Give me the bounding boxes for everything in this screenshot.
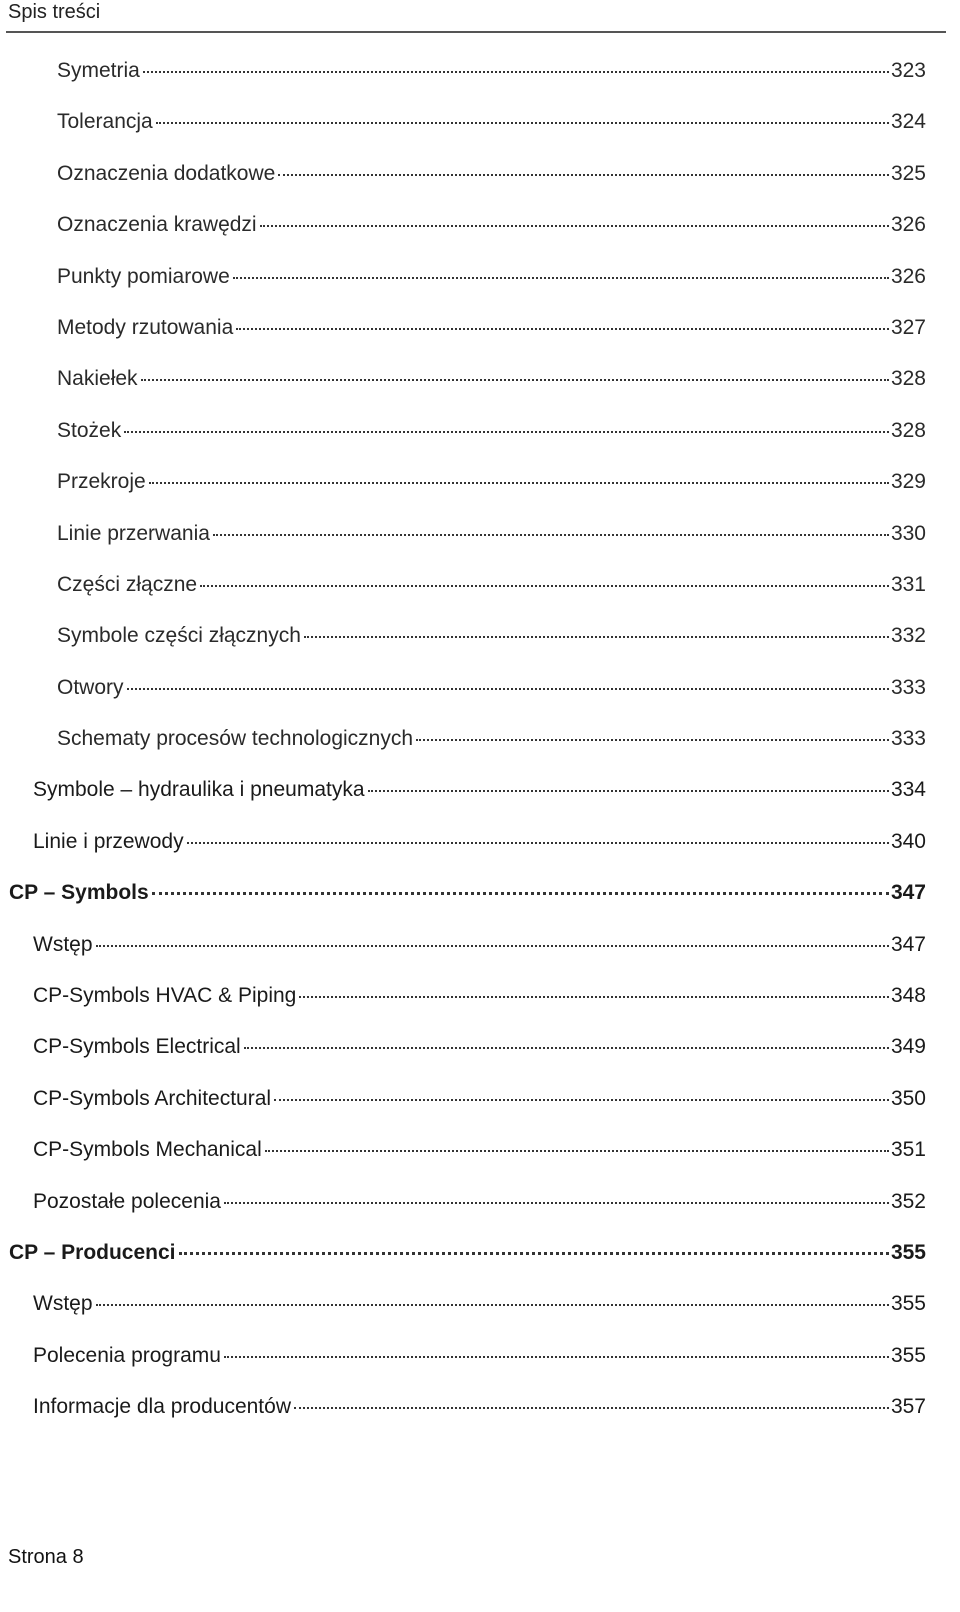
- toc-entry[interactable]: [0, 418, 960, 469]
- toc-entry-title: Pozostałe polecenia: [33, 1189, 221, 1213]
- toc-entry-row: [0, 418, 960, 444]
- toc-entry[interactable]: [0, 212, 960, 263]
- toc-entry-row: [0, 726, 960, 752]
- toc-entry-title: CP-Symbols Architectural: [33, 1086, 272, 1110]
- toc-entry-row: [0, 1240, 960, 1266]
- toc-entry-page-number: 355: [890, 1292, 926, 1316]
- dot-leader: [149, 482, 889, 484]
- toc-entry-row: [0, 1034, 960, 1060]
- dot-leader: [278, 174, 889, 176]
- dot-leader: [213, 534, 889, 536]
- toc-entry-title: Nakiełek: [57, 367, 138, 391]
- toc-entry-title: CP – Symbols: [9, 881, 149, 905]
- dot-leader: [96, 1304, 889, 1306]
- toc-entry[interactable]: [0, 1394, 960, 1445]
- toc-entry[interactable]: [0, 1291, 960, 1342]
- toc-entry-row: [0, 1137, 960, 1163]
- dot-leader: [224, 1202, 889, 1204]
- toc-heading: Spis treści: [8, 1, 101, 23]
- toc-entry-page-number: 352: [890, 1189, 926, 1213]
- toc-entry[interactable]: [0, 1086, 960, 1137]
- toc-entry-page-number: 349: [890, 1035, 926, 1059]
- toc-entry-row: [0, 983, 960, 1009]
- toc-entry-page-number: 340: [890, 829, 926, 853]
- toc-entry[interactable]: [0, 469, 960, 520]
- dot-leader: [260, 225, 889, 227]
- toc-entry-page-number: 333: [890, 727, 926, 751]
- toc-entry[interactable]: [0, 675, 960, 726]
- toc-entry[interactable]: [0, 1034, 960, 1085]
- toc-entry-page-number: 357: [890, 1395, 926, 1419]
- toc-entry-title: Linie i przewody: [33, 829, 184, 853]
- toc-entry-row: [0, 366, 960, 392]
- toc-entry-title: CP-Symbols Electrical: [33, 1035, 241, 1059]
- toc-entry[interactable]: [0, 109, 960, 160]
- dot-leader: [96, 945, 889, 947]
- toc-entry-page-number: 326: [890, 264, 926, 288]
- toc-entry[interactable]: [0, 58, 960, 109]
- dot-leader: [200, 585, 889, 587]
- toc-entry-title: Przekroje: [57, 470, 146, 494]
- page-number-footer: Strona 8: [8, 1546, 84, 1568]
- toc-entry-page-number: 347: [890, 932, 926, 956]
- dot-leader: [224, 1356, 889, 1358]
- toc-entry-row: [0, 932, 960, 958]
- toc-entry-title: Tolerancja: [57, 110, 153, 134]
- toc-entry-title: Wstęp: [33, 1292, 93, 1316]
- toc-entry[interactable]: [0, 726, 960, 777]
- dot-leader: [265, 1150, 889, 1152]
- toc-entry[interactable]: [0, 1343, 960, 1394]
- dot-leader: [233, 277, 889, 279]
- toc-entry-row: [0, 521, 960, 547]
- toc-entry-row: [0, 675, 960, 701]
- toc-entry-title: CP-Symbols HVAC & Piping: [33, 984, 297, 1008]
- toc-entry-title: Symbole – hydraulika i pneumatyka: [33, 778, 365, 802]
- toc-entry-row: [0, 109, 960, 135]
- toc-entry-page-number: 350: [890, 1086, 926, 1110]
- toc-entry-page-number: 323: [890, 59, 926, 82]
- toc-entry[interactable]: [0, 572, 960, 623]
- toc-entry-page-number: 347: [890, 881, 926, 905]
- toc-entry-row: [0, 829, 960, 855]
- toc-entry-title: Oznaczenia krawędzi: [57, 213, 257, 237]
- toc-entry-page-number: 324: [890, 110, 926, 134]
- toc-entry-title: Metody rzutowania: [57, 315, 234, 339]
- toc-entry-page-number: 355: [890, 1343, 926, 1367]
- toc-entry-row: [0, 58, 960, 84]
- toc-entry-row: [0, 161, 960, 187]
- toc-entry-page-number: 329: [890, 470, 926, 494]
- dot-leader: [143, 71, 889, 73]
- toc-entry[interactable]: [0, 315, 960, 366]
- dot-leader: [416, 739, 889, 741]
- toc-entry[interactable]: [0, 1189, 960, 1240]
- toc-entry[interactable]: [0, 521, 960, 572]
- toc-entry-title: Stożek: [57, 418, 122, 442]
- toc-entry-title: CP-Symbols Mechanical: [33, 1138, 262, 1162]
- toc-entry[interactable]: [0, 880, 960, 931]
- toc-entry-row: [0, 264, 960, 290]
- dot-leader: [156, 122, 889, 124]
- toc-entry-page-number: 326: [890, 213, 926, 237]
- toc-entry-page-number: 325: [890, 161, 926, 185]
- dot-leader: [368, 790, 889, 792]
- toc-entry-page-number: 334: [890, 778, 926, 802]
- toc-entry-title: Polecenia programu: [33, 1343, 221, 1367]
- dot-leader: [152, 892, 889, 895]
- dot-leader: [179, 1252, 889, 1255]
- toc-entry-title: Symbole części złącznych: [57, 624, 301, 648]
- toc-entry-row: [0, 1394, 960, 1420]
- toc-entry-row: [0, 1343, 960, 1369]
- toc-entry-title: Części złączne: [57, 572, 198, 596]
- dot-leader: [294, 1407, 889, 1409]
- toc-entry[interactable]: [0, 264, 960, 315]
- toc-entry-page-number: 332: [890, 624, 926, 648]
- toc-entry-page-number: 328: [890, 367, 926, 391]
- toc-entry-page-number: 331: [890, 572, 926, 596]
- table-of-contents: [0, 58, 960, 1446]
- toc-entry-title: Informacje dla producentów: [33, 1395, 291, 1419]
- toc-entry-row: [0, 1189, 960, 1215]
- toc-entry[interactable]: [0, 983, 960, 1034]
- toc-entry-page-number: 351: [890, 1138, 926, 1162]
- toc-entry[interactable]: [0, 777, 960, 828]
- toc-entry-title: Punkty pomiarowe: [57, 264, 230, 288]
- toc-entry-row: [0, 880, 960, 906]
- dot-leader: [304, 636, 889, 638]
- dot-leader: [141, 379, 889, 381]
- toc-entry-title: Oznaczenia dodatkowe: [57, 161, 276, 185]
- dot-leader: [187, 842, 889, 844]
- toc-entry-title: Wstęp: [33, 932, 93, 956]
- dot-leader: [127, 688, 889, 690]
- toc-entry-title: Schematy procesów technologicznych: [57, 727, 414, 751]
- toc-entry-title: Linie przerwania: [57, 521, 210, 545]
- toc-entry[interactable]: [0, 1137, 960, 1188]
- toc-entry-page-number: 327: [890, 315, 926, 339]
- toc-entry-row: [0, 469, 960, 495]
- toc-entry-row: [0, 212, 960, 238]
- toc-entry[interactable]: [0, 161, 960, 212]
- toc-entry-title: Otwory: [57, 675, 124, 699]
- toc-entry-page-number: 328: [890, 418, 926, 442]
- toc-entry-row: [0, 777, 960, 803]
- dot-leader: [236, 328, 889, 330]
- dot-leader: [299, 996, 889, 998]
- dot-leader: [274, 1099, 889, 1101]
- toc-entry-row: [0, 623, 960, 649]
- toc-entry-title: Symetria: [57, 59, 140, 82]
- toc-entry-page-number: 348: [890, 984, 926, 1008]
- toc-entry-row: [0, 572, 960, 598]
- toc-entry-page-number: 330: [890, 521, 926, 545]
- dot-leader: [244, 1047, 889, 1049]
- toc-entry[interactable]: [0, 366, 960, 417]
- toc-entry-title: CP – Producenci: [9, 1240, 176, 1264]
- toc-entry[interactable]: [0, 829, 960, 880]
- dot-leader: [124, 431, 889, 433]
- toc-entry-page-number: 333: [890, 675, 926, 699]
- toc-entry-row: [0, 1291, 960, 1317]
- toc-entry-page-number: 355: [890, 1240, 926, 1264]
- page-header: [6, 0, 946, 33]
- toc-entry[interactable]: [0, 623, 960, 674]
- toc-entry-row: [0, 1086, 960, 1112]
- toc-entry[interactable]: [0, 932, 960, 983]
- toc-entry-row: [0, 315, 960, 341]
- toc-entry[interactable]: [0, 1240, 960, 1291]
